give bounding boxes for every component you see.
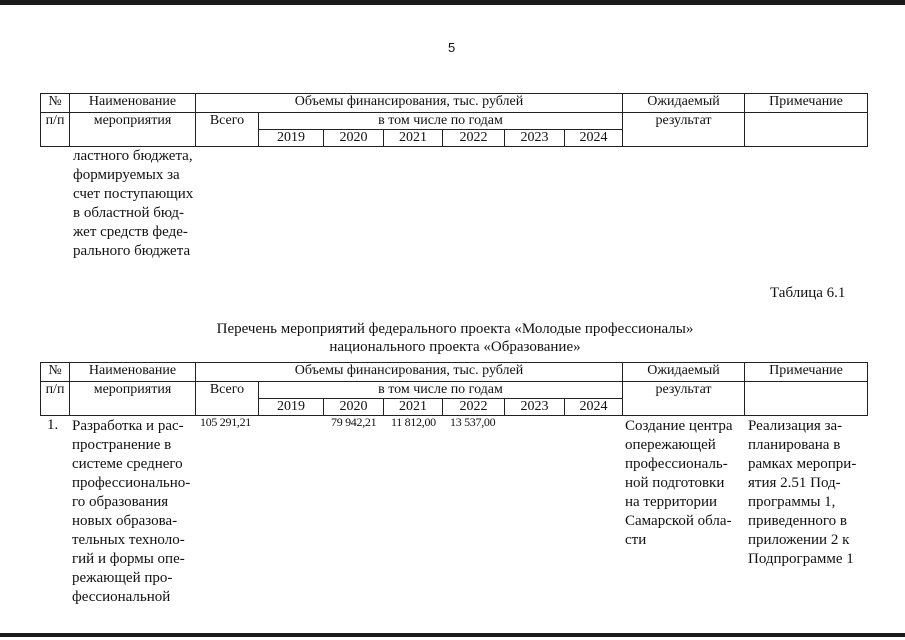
continued-name-text: ластного бюджета, формируемых за счет поступающих в областной бюд- жет средств феде- рального бюджета xyxy=(73,148,194,259)
col-name-header: Наименование xyxy=(70,363,196,382)
note-text: Реализация за- планирована в рамках меропри- ятия 2.51 Под- программы 1, приведенного в приложении 2 к Подпрограмме 1 xyxy=(748,418,857,567)
year-2020: 2020 xyxy=(324,130,384,147)
col-name-header-2: мероприятия xyxy=(70,382,196,416)
col-result-header-2: результат xyxy=(623,382,745,416)
year-2022: 2022 xyxy=(443,399,505,416)
col-name-header-2: мероприятия xyxy=(70,113,196,147)
year-2024: 2024 xyxy=(565,130,623,147)
col-by-years-header: в том числе по годам xyxy=(259,382,623,399)
bottom-border xyxy=(0,633,905,637)
year-2023: 2023 xyxy=(505,399,565,416)
col-by-years-header: в том числе по годам xyxy=(259,113,623,130)
activity-name: Разработка и рас- пространение в системе среднего профессионально- го образования новых образова- тельных техноло- гий и формы опе- режающей про- фессиональной xyxy=(72,418,191,605)
page-number: 5 xyxy=(448,40,456,55)
year-2020: 2020 xyxy=(324,399,384,416)
col-note-header: Примечание xyxy=(745,363,868,382)
col-funding-header: Объемы финансирования, тыс. рублей xyxy=(196,363,623,382)
year-2024: 2024 xyxy=(565,399,623,416)
col-result-header-2: результат xyxy=(623,113,745,147)
col-result-header: Ожидаемый xyxy=(623,94,745,113)
year-2019: 2019 xyxy=(259,130,324,147)
table-6-1-header xyxy=(40,362,868,416)
col-funding-header: Объемы финансирования, тыс. рублей xyxy=(196,94,623,113)
col-total-header: Всего xyxy=(196,382,259,416)
value-2022: 13 537,00 xyxy=(450,415,496,429)
table-header-continued xyxy=(40,93,868,147)
table-title: Перечень мероприятий федерального проекта «Молодые профессионалы» национального проекта «Образование» xyxy=(216,321,694,355)
year-2022: 2022 xyxy=(443,130,505,147)
top-border xyxy=(0,0,905,5)
expected-result: Создание центра опережающей профессиональ- ной подготовки на территории Самарской обла- сти xyxy=(625,418,733,548)
col-no-header: № xyxy=(41,363,70,382)
col-note-header-2 xyxy=(745,113,868,147)
value-2021: 11 812,00 xyxy=(391,415,436,429)
col-no-header: № xyxy=(41,94,70,113)
table-label: Таблица 6.1 xyxy=(770,285,846,301)
year-2021: 2021 xyxy=(384,399,443,416)
value-2020: 79 942,21 xyxy=(331,415,377,429)
col-note-header-2 xyxy=(745,382,868,416)
year-2021: 2021 xyxy=(384,130,443,147)
year-2023: 2023 xyxy=(505,130,565,147)
col-total-header: Всего xyxy=(196,113,259,147)
col-note-header: Примечание xyxy=(745,94,868,113)
year-2019: 2019 xyxy=(259,399,324,416)
row-number: 1. xyxy=(47,417,59,433)
col-result-header: Ожидаемый xyxy=(623,363,745,382)
total-value: 105 291,21 xyxy=(200,415,252,429)
col-no-header-2: п/п xyxy=(41,113,70,147)
col-name-header: Наименование xyxy=(70,94,196,113)
col-no-header-2: п/п xyxy=(41,382,70,416)
